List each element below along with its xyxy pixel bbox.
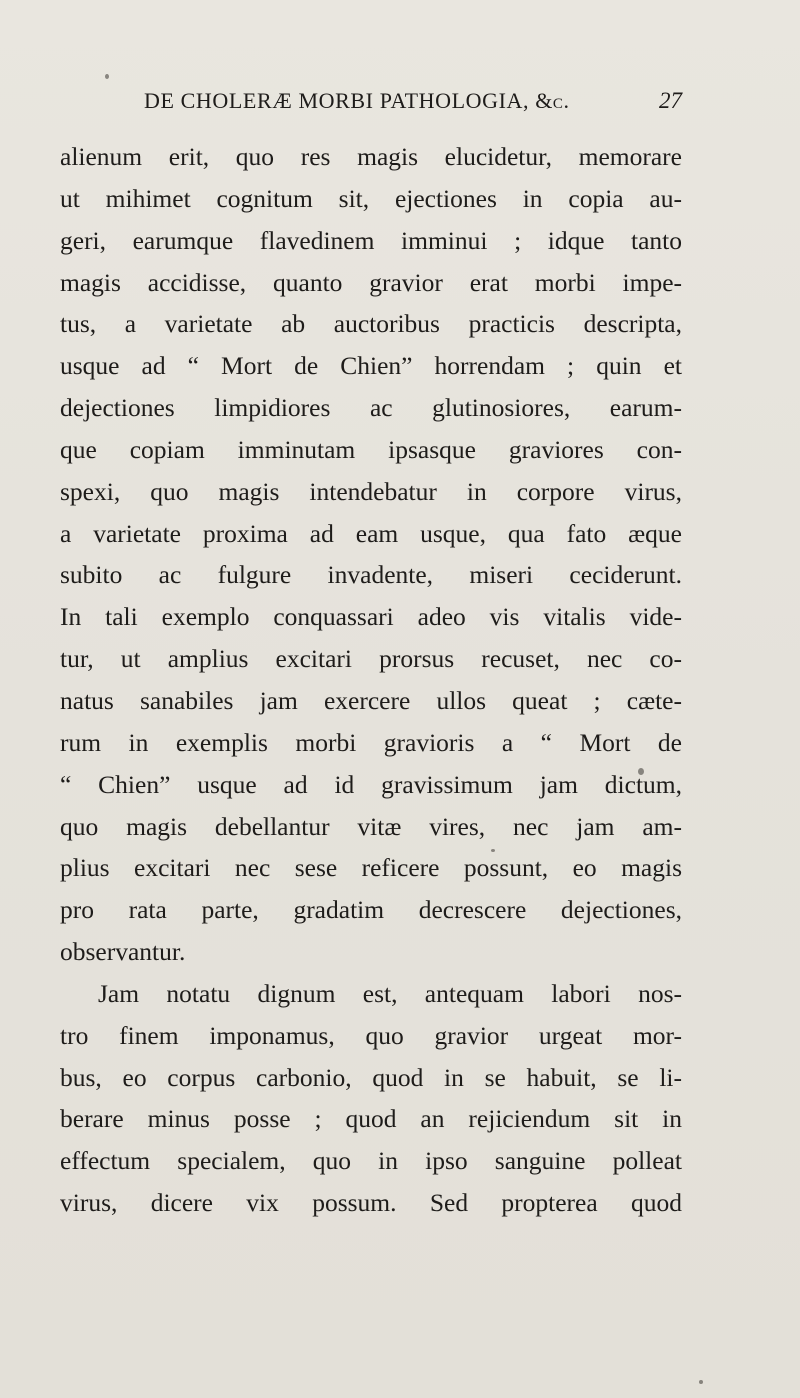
text-line-paragraph-end: observantur. [60, 937, 186, 967]
text-line: berare minus posse ; quod an rejiciendum sit in [60, 1104, 682, 1134]
text-line: quo magis debellantur vitæ vires, nec jam am- [60, 811, 682, 841]
text-line: bus, eo corpus carbonio, quod in se habuit, se li- [60, 1062, 682, 1092]
text-line: dejectiones limpidiores ac glutinosiores, earum- [60, 393, 682, 423]
text-line: usque ad “ Mort de Chien” horrendam ; quin et [60, 351, 682, 381]
text-line: virus, dicere vix possum. Sed propterea quod [60, 1188, 682, 1218]
text-line: plius excitari nec sese reficere possunt, eo magis [60, 853, 682, 883]
text-line: ut mihimet cognitum sit, ejectiones in copia au- [60, 183, 682, 213]
text-line: geri, earumque flavedinem imminui ; idque tanto [60, 225, 682, 255]
text-line: tro finem imponamus, quo gravior urgeat mor- [60, 1020, 682, 1050]
text-line: “ Chien” usque ad id gravissimum jam dictum, [60, 769, 682, 799]
text-line: que copiam imminutam ipsasque graviores con- [60, 434, 682, 464]
text-line: magis accidisse, quanto gravior erat morbi impe- [60, 267, 682, 297]
text-line: alienum erit, quo res magis elucidetur, memorare [60, 142, 682, 171]
text-line: natus sanabiles jam exercere ullos queat ; cæte- [60, 685, 682, 715]
text-line: rum in exemplis morbi gravioris a “ Mort de [60, 727, 682, 757]
body-text [60, 136, 682, 1224]
text-line: In tali exemplo conquassari adeo vis vitalis vide- [60, 602, 682, 632]
text-line: pro rata parte, gradatim decrescere dejectiones, [60, 895, 682, 925]
running-title: DE CHOLERÆ MORBI PATHOLOGIA, &c. [144, 88, 570, 113]
running-header [144, 88, 682, 122]
text-line: tur, ut amplius excitari prorsus recuset, nec co- [60, 644, 682, 674]
text-line: effectum specialem, quo in ipso sanguine polleat [60, 1146, 682, 1176]
page-number: 27 [659, 88, 682, 113]
ink-speck [699, 1380, 703, 1384]
text-line: spexi, quo magis intendebatur in corpore virus, [60, 476, 682, 506]
text-line-paragraph-start: Jam notatu dignum est, antequam labori nos- [98, 978, 682, 1008]
text-line: a varietate proxima ad eam usque, qua fato æque [60, 518, 682, 548]
text-line: tus, a varietate ab auctoribus practicis descripta, [60, 309, 682, 339]
ink-speck [105, 74, 109, 79]
text-line: subito ac fulgure invadente, miseri ceciderunt. [60, 560, 682, 590]
